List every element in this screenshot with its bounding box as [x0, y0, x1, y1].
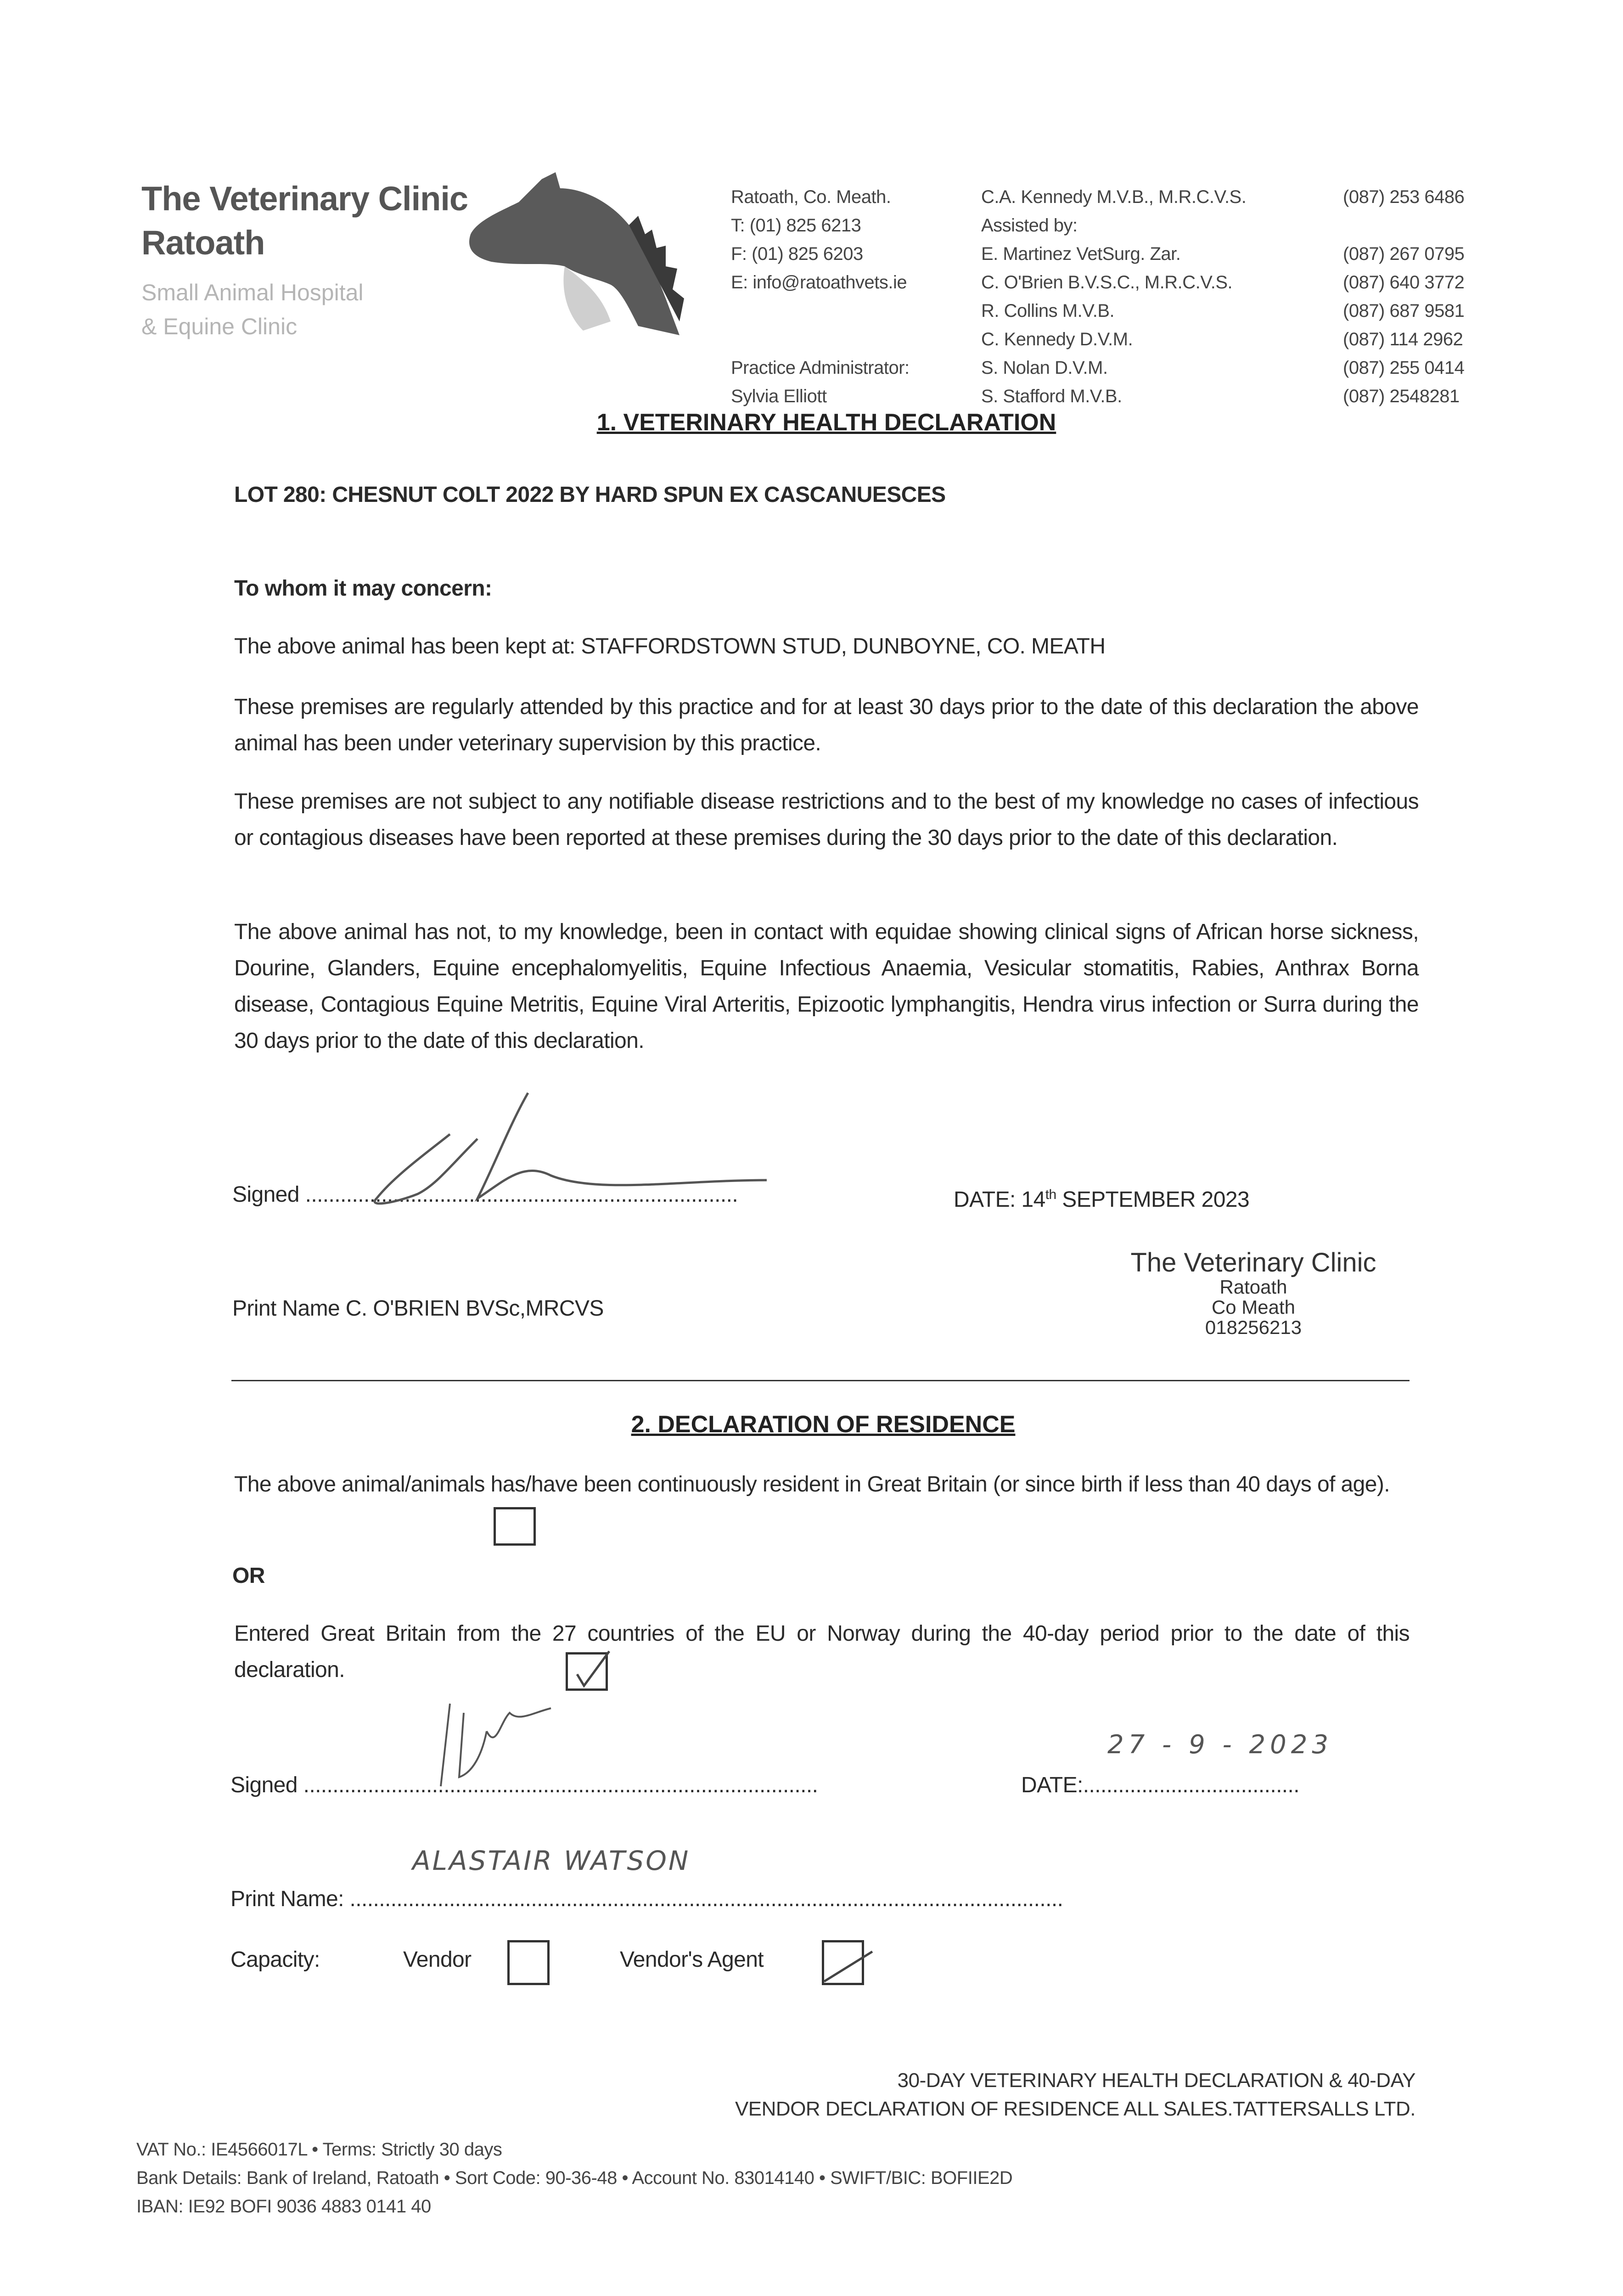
option-resident [234, 1466, 1419, 1503]
checkbox-vendor-agent[interactable] [822, 1940, 864, 1985]
stamp-line: Ratoath [1219, 1276, 1287, 1298]
stamp-line: Co Meath [1211, 1296, 1296, 1318]
admin-label: Practice Administrator: [731, 358, 910, 378]
vet-phone: (087) 253 6486 [1343, 187, 1465, 207]
lot-title: LOT 280: CHESNUT COLT 2022 BY HARD SPUN EX CASCANUESCES [234, 483, 946, 507]
stamp-line: The Veterinary Clinic [1130, 1248, 1376, 1277]
date-label: DATE: 14 [954, 1187, 1045, 1212]
doc-title-line1: 30-DAY VETERINARY HEALTH DECLARATION & 40-DAY [897, 2069, 1415, 2092]
checkmark-icon [566, 1649, 612, 1690]
footer-document-title [735, 2066, 1415, 2123]
vet-name: C. O'Brien B.V.S.C., M.R.C.V.S. [981, 272, 1233, 293]
vet-phone: (087) 2548281 [1343, 386, 1460, 406]
doc-title-line2: VENDOR DECLARATION OF RESIDENCE ALL SALES.TATTERSALLS LTD. [735, 2098, 1415, 2120]
vendor-print-name: ALASTAIR WATSON [412, 1845, 691, 1876]
vet-name: R. Collins M.V.B. [981, 301, 1115, 321]
section2-date-handwritten: 27 - 9 - 2023 [1107, 1730, 1333, 1760]
kept-at: The above animal has been kept at: STAFFORDSTOWN STUD, DUNBOYNE, CO. MEATH [234, 634, 1106, 658]
vendor-agent-label: Vendor's Agent [620, 1947, 764, 1972]
vet-phones [1343, 183, 1464, 411]
subtitle-line2: & Equine Clinic [141, 314, 298, 339]
vendor-signature [432, 1694, 615, 1795]
fax-line: F: (01) 825 6203 [731, 244, 863, 264]
footer-iban: IBAN: IE92 BOFI 9036 4883 0141 40 [136, 2196, 431, 2217]
vet-name: C. Kennedy D.V.M. [981, 329, 1133, 349]
admin-name: Sylvia Elliott [731, 386, 827, 406]
option-resident-text: The above animal/animals has/have been continuously resident in Great Britain (or since birth if less than 40 days of age). [234, 1472, 1390, 1497]
checkmark-icon [822, 1940, 877, 1986]
address-line: Ratoath, Co. Meath. [731, 187, 891, 207]
footer-bank-details [136, 2135, 1012, 2221]
checkbox-entered[interactable] [566, 1652, 608, 1691]
checkbox-vendor[interactable] [507, 1940, 550, 1985]
vet-print-name: Print Name C. O'BRIEN BVSc,MRCVS [232, 1296, 604, 1321]
signed-line-2: Signed ........................................................................................ [230, 1773, 818, 1797]
section-divider [231, 1380, 1410, 1381]
clinic-name-line1: The Veterinary Clinic [141, 180, 468, 218]
vet-phone: (087) 114 2962 [1343, 329, 1463, 349]
date-rest: SEPTEMBER 2023 [1056, 1187, 1250, 1212]
stamp-line: 018256213 [1205, 1317, 1302, 1339]
footer-vat: VAT No.: IE4566017L • Terms: Strictly 30 days [136, 2139, 502, 2160]
capacity-label: Capacity: [230, 1947, 320, 1972]
vet-name: E. Martinez VetSurg. Zar. [981, 244, 1181, 264]
para-contact: The above animal has not, to my knowledge, been in contact with equidae showing clinical signs of African horse sickness, Dourine, Glanders, Equine encephalomyelitis, Equine Infectious Anaemia, Vesicular stomatitis, Rabies, Anthrax Borna disease, Contagious Equine Metritis, Equine Viral Arteritis, Epizootic lymphangitis, Hendra virus infection or Surra during the 30 days prior to the date of this declaration. [234, 920, 1419, 1053]
section1-date [954, 1176, 1249, 1218]
option-entered [234, 1615, 1410, 1688]
vet-phone: (087) 640 3772 [1343, 272, 1465, 293]
clinic-name [141, 177, 468, 265]
vet-name: S. Stafford M.V.B. [981, 386, 1122, 406]
clinic-subtitle [141, 276, 364, 343]
spacer [1343, 211, 1464, 240]
vendor-label: Vendor [403, 1947, 472, 1972]
section2-date-line: DATE:..................................... [1021, 1773, 1300, 1797]
email-line: E: info@ratoathvets.ie [731, 272, 907, 293]
salutation: To whom it may concern: [234, 576, 492, 601]
para-restrictions: These premises are not subject to any notifiable disease restrictions and to the best of my knowledge no cases of infectious or contagious diseases have been reported at these premises during the 30 days prior to the date of this declaration. [234, 789, 1419, 850]
clinic-name-line2: Ratoath [141, 224, 265, 262]
option-entered-text: Entered Great Britain from the 27 countries of the EU or Norway during the 40-day period prior to the date of this declaration. [234, 1621, 1410, 1682]
vet-name: C.A. Kennedy M.V.B., M.R.C.V.S. [981, 187, 1247, 207]
practice-administrator [731, 354, 910, 411]
section2-title: 2. DECLARATION OF RESIDENCE [631, 1411, 1016, 1438]
section1-title: 1. VETERINARY HEALTH DECLARATION [596, 409, 1056, 436]
clinic-stamp [1120, 1249, 1387, 1338]
vet-name: S. Nolan D.V.M. [981, 358, 1108, 378]
vet-phone: (087) 687 9581 [1343, 301, 1465, 321]
footer-bank: Bank Details: Bank of Ireland, Ratoath • Sort Code: 90-36-48 • Account No. 83014140 • SWIFT/BIC: BOFIIE2D [136, 2168, 1013, 2188]
date-suffix: th [1045, 1187, 1056, 1202]
or-label: OR [232, 1564, 265, 1588]
vet-signature [358, 1088, 771, 1212]
vet-list [981, 183, 1246, 411]
subtitle-line1: Small Animal Hospital [141, 280, 364, 305]
signed-line-1: Signed .......................................................................... [232, 1182, 738, 1207]
para-supervision: These premises are regularly attended by this practice and for at least 30 days prior to the date of this declaration the above animal has been under veterinary supervision by this practice. [234, 695, 1419, 755]
horse-head-logo-icon [464, 170, 689, 340]
checkbox-resident[interactable] [494, 1507, 536, 1546]
vet-phone: (087) 267 0795 [1343, 244, 1465, 264]
phone-line: T: (01) 825 6213 [731, 215, 861, 236]
print-name-line: Print Name: .......................................................................................................................... [230, 1887, 1063, 1911]
vet-phone: (087) 255 0414 [1343, 358, 1465, 378]
clinic-address [731, 183, 907, 297]
assisted-by-label: Assisted by: [981, 215, 1078, 236]
